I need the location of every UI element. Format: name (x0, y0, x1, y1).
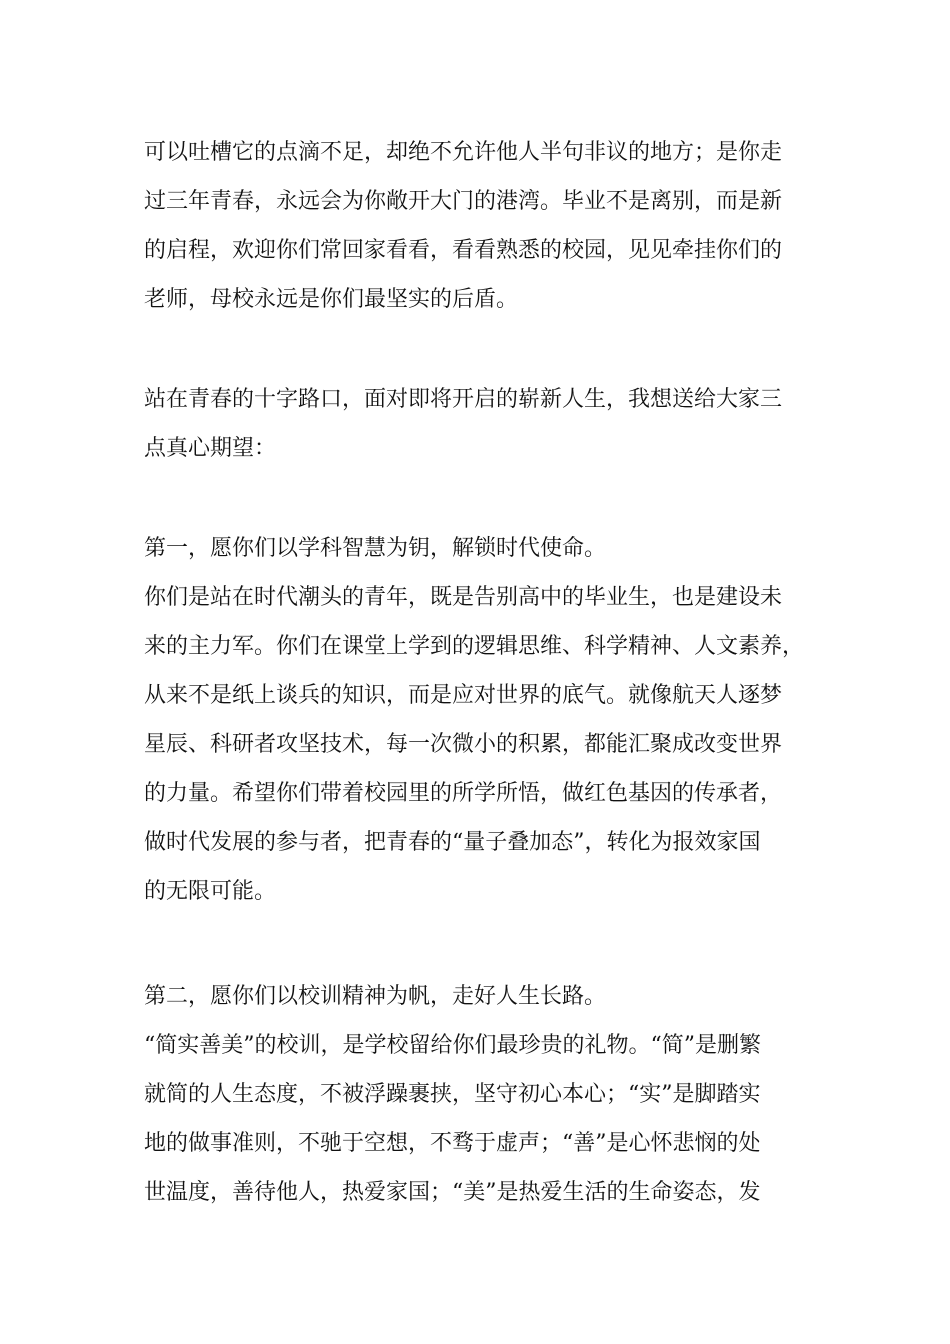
text-line: 点真心期望： (144, 436, 277, 461)
text-line: 做时代发展的参与者，把青春的“量子叠加态”，转化为报效家国 (144, 830, 761, 855)
text-line: 可以吐槽它的点滴不足，却绝不允许他人半句非议的地方；是你走 (144, 140, 783, 165)
text-line: 你们是站在时代潮头的青年，既是告别高中的毕业生，也是建设未 (144, 585, 783, 610)
text-line: 星辰、科研者攻坚技术，每一次微小的积累，都能汇聚成改变世界 (144, 732, 783, 757)
text-line: 世温度，善待他人，热爱家国；“美”是热爱生活的生命姿态，发 (144, 1180, 761, 1205)
text-line: 就简的人生态度，不被浮躁裹挟，坚守初心本心；“实”是脚踏实 (144, 1082, 761, 1107)
text-line: 的力量。希望你们带着校园里的所学所悟，做红色基因的传承者， (144, 781, 783, 806)
section-heading: 第一，愿你们以学科智慧为钥，解锁时代使命。 (144, 536, 607, 561)
text-line: 从来不是纸上谈兵的知识，而是应对世界的底气。就像航天人逐梦 (144, 683, 783, 708)
text-line: “简实善美”的校训，是学校留给你们最珍贵的礼物。“简”是删繁 (144, 1033, 761, 1058)
text-line: 站在青春的十字路口，面对即将开启的崭新人生，我想送给大家三 (144, 387, 783, 412)
text-line: 过三年青春，永远会为你敞开大门的港湾。毕业不是离别，而是新 (144, 189, 783, 214)
text-line: 老师，母校永远是你们最坚实的后盾。 (144, 287, 519, 312)
text-line: 的启程，欢迎你们常回家看看，看看熟悉的校园，见见牵挂你们的 (144, 238, 783, 263)
text-line: 地的做事准则，不驰于空想，不骛于虚声；“善”是心怀悲悯的处 (144, 1131, 761, 1156)
section-heading: 第二，愿你们以校训精神为帆，走好人生长路。 (144, 984, 607, 1009)
text-line: 来的主力军。你们在课堂上学到的逻辑思维、科学精神、人文素养， (144, 634, 805, 659)
text-line: 的无限可能。 (144, 879, 277, 904)
